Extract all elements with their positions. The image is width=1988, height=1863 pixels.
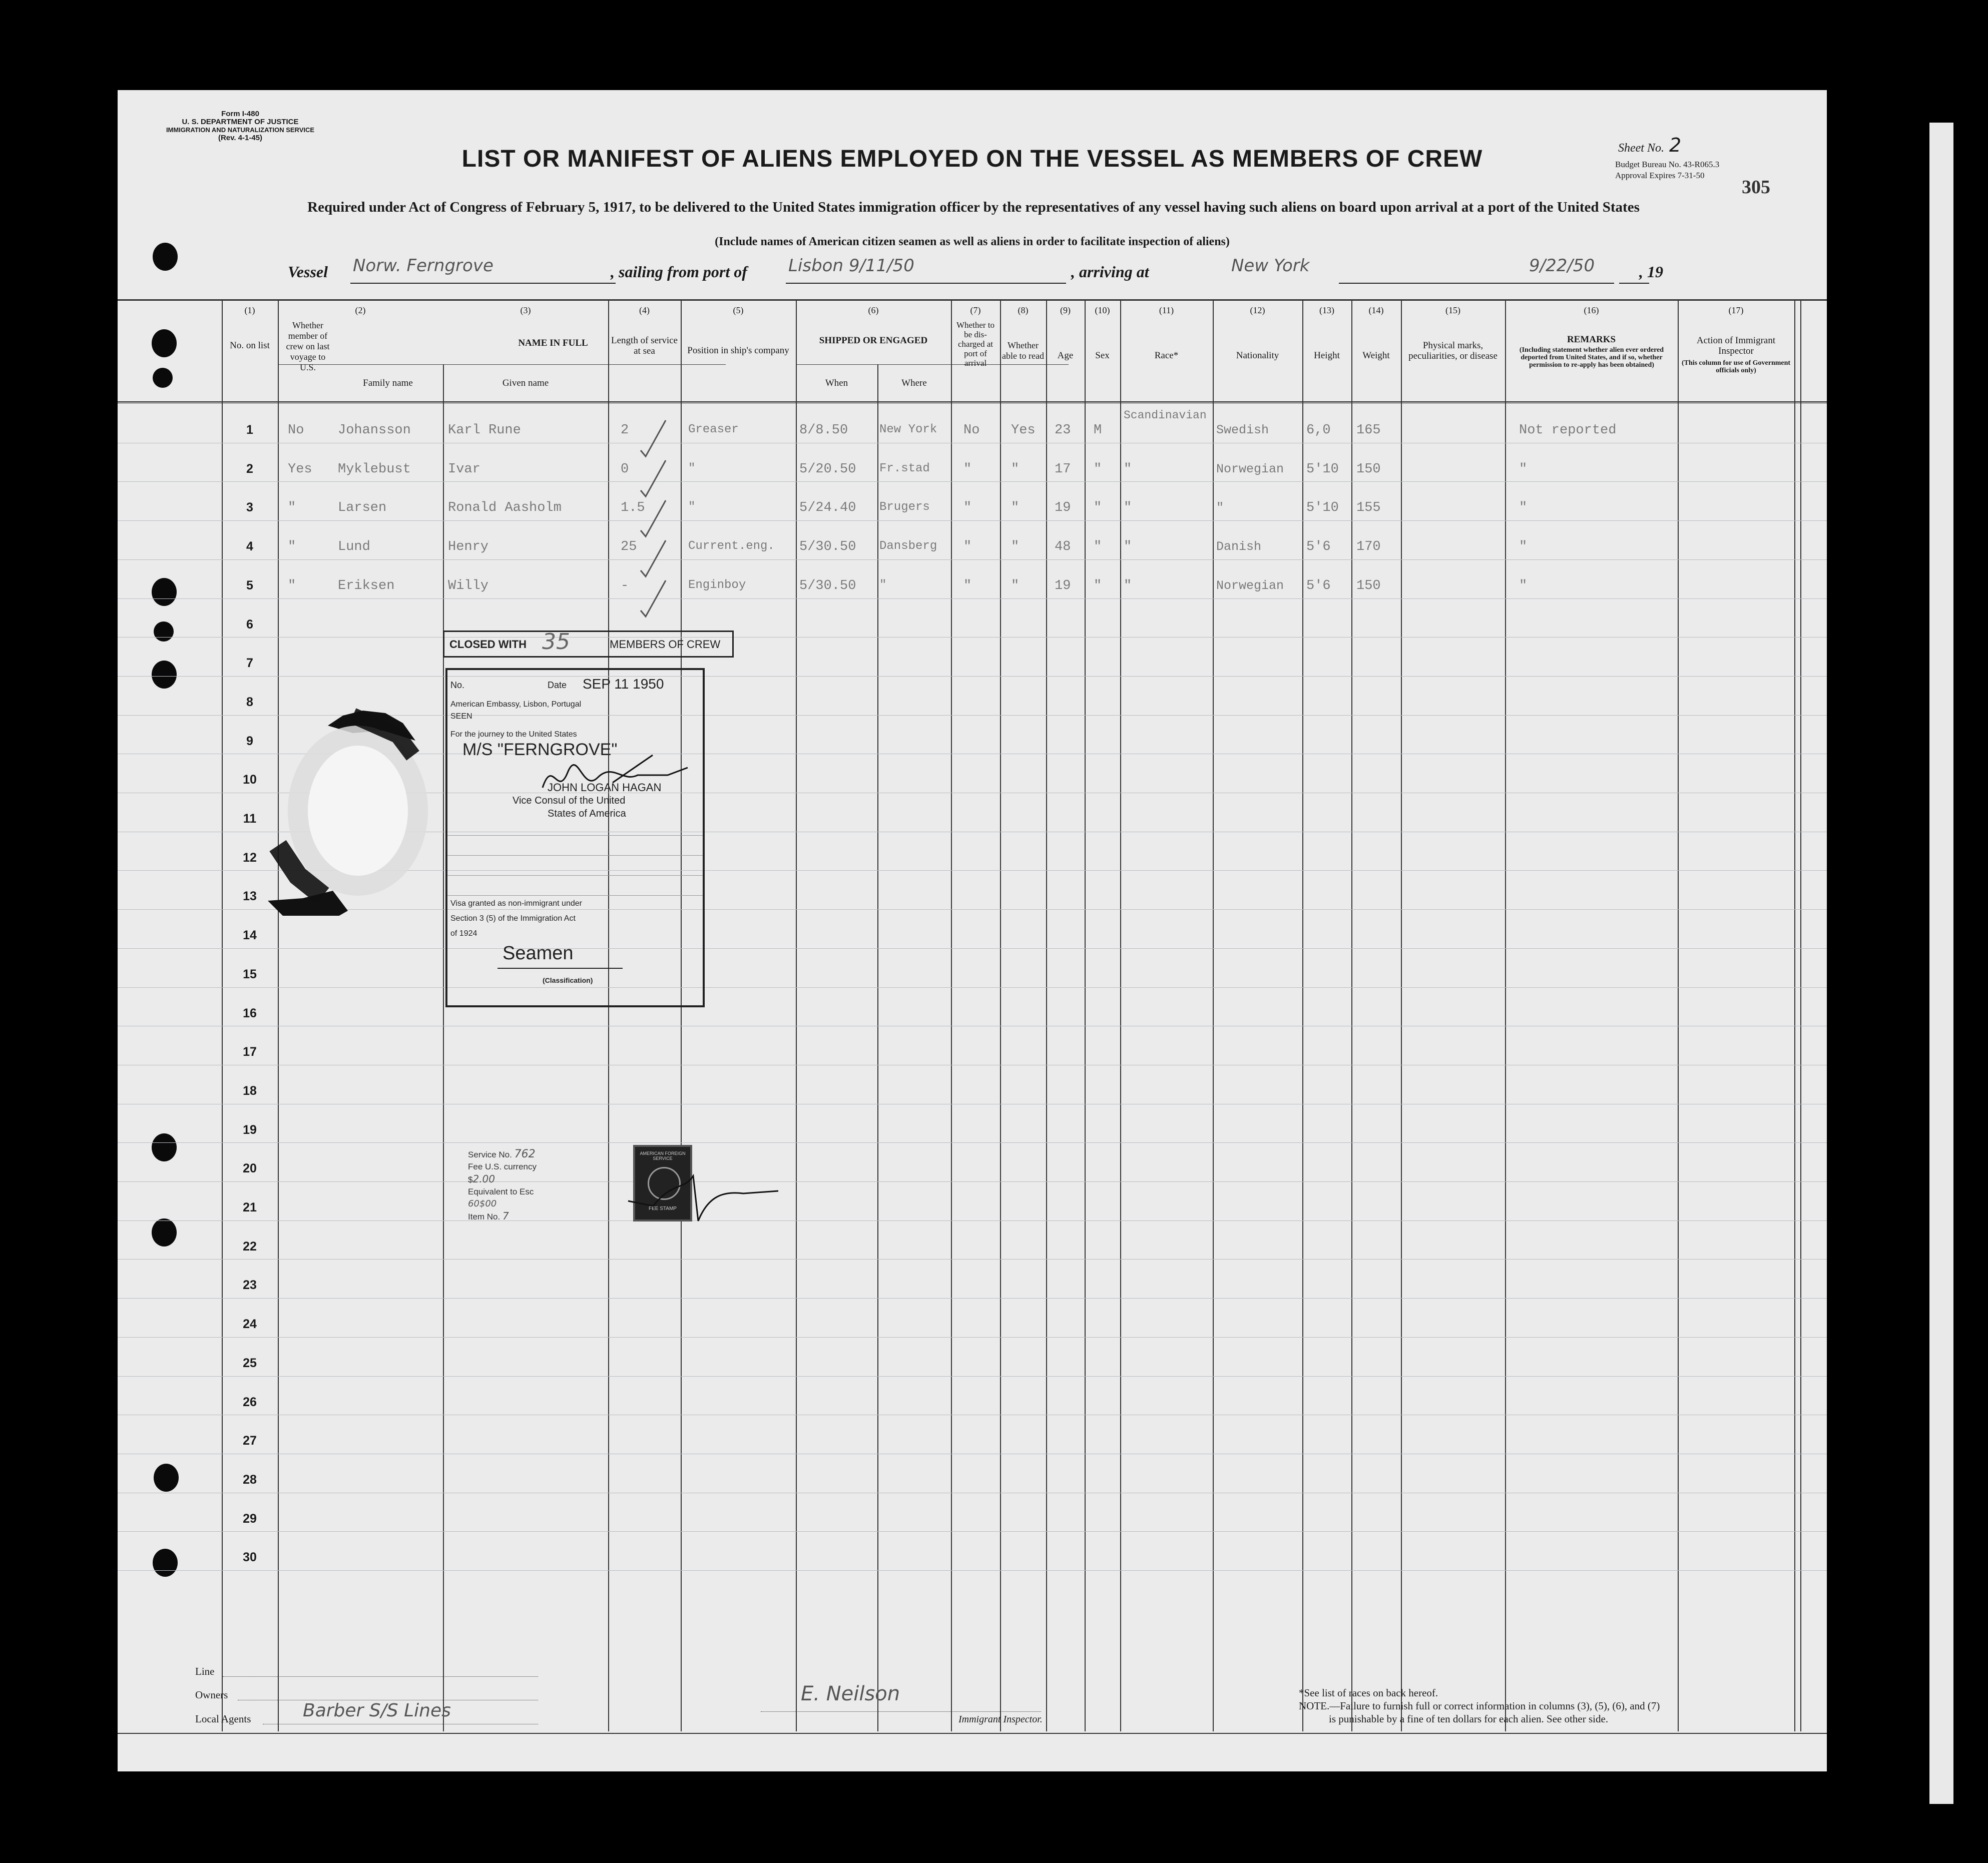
document-title: LIST OR MANIFEST OF ALIENS EMPLOYED ON THE VESSEL AS MEMBERS OF CREW	[461, 146, 1483, 172]
col11-number: (11)	[1159, 305, 1174, 315]
stamp-section-text: Section 3 (5) of the Immigration Act	[450, 914, 576, 923]
crew-when: 5/20.50	[799, 461, 856, 477]
row-number: 5	[246, 578, 253, 592]
crew-family: Myklebust	[338, 461, 411, 477]
col13-number: (13)	[1319, 305, 1334, 315]
crew-nationality: Swedish	[1216, 423, 1269, 437]
stamp-consul-name: JOHN LOGAN HAGAN	[548, 781, 662, 794]
sheet-value: 2	[1669, 134, 1682, 156]
crew-height: 5'10	[1306, 500, 1339, 516]
crew-nationality: Danish	[1216, 539, 1262, 554]
crew-race: "	[1124, 578, 1132, 593]
crew-service: 1.5	[621, 500, 645, 516]
adjacent-page-strip	[1929, 123, 1953, 1804]
item-row: Item No. 7	[468, 1210, 509, 1222]
col12-header: Nationality	[1236, 350, 1279, 361]
crew-service: -	[621, 578, 629, 593]
crew-service: 2	[621, 423, 629, 438]
crew-discharged: "	[963, 539, 972, 555]
crew-service: 25	[621, 539, 637, 555]
col17-subheader: (This column for use of Government officials only)	[1681, 359, 1791, 374]
revenue-stamp-title: AMERICAN FOREIGN SERVICE	[640, 1151, 686, 1161]
row-number: 20	[243, 1161, 257, 1176]
row-rule	[118, 1376, 1827, 1377]
form-identification	[165, 110, 315, 142]
col7-number: (7)	[970, 305, 981, 315]
stamp-no-label: No.	[450, 680, 465, 690]
col14-header: Weight	[1362, 350, 1390, 361]
crew-weight: 150	[1356, 461, 1381, 477]
consular-visa-stamp	[445, 668, 705, 1007]
crew-family: Eriksen	[338, 578, 395, 593]
crew-where: Fr.stad	[879, 461, 930, 475]
members-of-crew-label: MEMBERS OF CREW	[610, 638, 721, 651]
row-number: 19	[243, 1122, 257, 1137]
col5-number: (5)	[733, 305, 744, 315]
stamp-vessel-name: M/S "FERNGROVE"	[462, 740, 618, 759]
crew-when: 8/8.50	[799, 423, 848, 438]
row-rule	[118, 1220, 1827, 1221]
crew-remarks: "	[1519, 500, 1528, 516]
col16-number: (16)	[1584, 305, 1599, 315]
col7-header: Whether to be dis-charged at port of arrival	[956, 320, 995, 368]
col3-family-header: Family name	[363, 378, 413, 388]
crew-discharged: No	[963, 423, 980, 438]
col6-where-header: Where	[901, 378, 927, 388]
vessel-name: Norw. Ferngrove	[353, 256, 493, 276]
crew-weight: 170	[1356, 539, 1381, 555]
row-number: 28	[243, 1472, 257, 1487]
stamp-date-label: Date	[548, 680, 567, 690]
crew-given: Willy	[448, 578, 489, 593]
crew-family: Larsen	[338, 500, 387, 516]
col17-number: (17)	[1728, 305, 1744, 315]
punch-hole	[152, 329, 177, 357]
sailing-port: Lisbon 9/11/50	[788, 256, 914, 276]
crew-remarks: Not reported	[1519, 423, 1617, 438]
col8-number: (8)	[1018, 305, 1029, 315]
col16-header: REMARKS	[1567, 334, 1616, 345]
row-number: 18	[243, 1083, 257, 1098]
crew-given: Henry	[448, 539, 489, 555]
crew-race: Scandinavian	[1124, 409, 1207, 422]
crew-discharged: "	[963, 500, 972, 516]
crew-where: Brugers	[879, 500, 930, 514]
crew-discharged: "	[963, 578, 972, 593]
equivalent-row: Equivalent to Esc 60$00	[468, 1187, 534, 1209]
row-number: 4	[246, 539, 253, 554]
crew-given: Ronald Aasholm	[448, 500, 562, 516]
checkmarks	[631, 415, 691, 626]
row-number: 10	[243, 773, 257, 787]
row-number: 1	[246, 423, 253, 437]
fee-row: Fee U.S. currency $2.00	[468, 1162, 537, 1185]
form-revision: (Rev. 4-1-45)	[218, 134, 263, 142]
row-number: 25	[243, 1356, 257, 1370]
col4-header: Length of service at sea	[611, 335, 678, 356]
crew-height: 5'6	[1306, 578, 1331, 593]
crew-age: 17	[1055, 461, 1071, 477]
inspector-label: Immigrant Inspector.	[958, 1714, 1043, 1725]
row-number: 3	[246, 500, 253, 515]
vessel-label: Vessel	[288, 263, 328, 281]
col1-header: No. on list	[230, 340, 270, 351]
col15-header: Physical marks, peculiarities, or disease	[1408, 340, 1498, 361]
races-note: *See list of races on back hereof.	[1299, 1687, 1438, 1699]
row-number: 16	[243, 1006, 257, 1020]
col16-subheader: (Including statement whether alien ever ordered deported from United States, and if so, whether permission to re-apply has been obtained)	[1519, 346, 1664, 369]
row-rule	[118, 1181, 1827, 1182]
penalty-note-cont: is punishable by a fine of ten dollars for each alien. See other side.	[1329, 1713, 1609, 1725]
crew-discharged: "	[963, 461, 972, 477]
include-note: (Include names of American citizen seamen as well as aliens in order to facilitate inspection of aliens)	[715, 235, 1230, 248]
crew-weight: 165	[1356, 423, 1381, 438]
row-number: 11	[243, 812, 257, 826]
consul-signature-icon	[538, 753, 698, 798]
crew-nationality: "	[1216, 500, 1224, 515]
row-rule	[118, 987, 1827, 988]
col10-number: (10)	[1095, 305, 1110, 315]
footer-line-label: Line	[195, 1665, 215, 1677]
col4-number: (4)	[639, 305, 650, 315]
row-rule	[118, 676, 1827, 677]
crew-read: Yes	[1011, 423, 1036, 438]
crew-age: 23	[1055, 423, 1071, 438]
col17-header: Action of Immigrant Inspector	[1696, 335, 1776, 356]
punch-hole	[152, 661, 177, 689]
row-rule	[118, 1570, 1827, 1571]
crew-remarks: "	[1519, 578, 1528, 593]
row-number: 30	[243, 1550, 257, 1565]
crew-remarks: "	[1519, 539, 1528, 555]
col6-header: SHIPPED OR ENGAGED	[819, 335, 928, 346]
row-number: 9	[246, 734, 253, 748]
crew-service: 0	[621, 461, 629, 477]
row-rule	[118, 559, 1827, 560]
punch-hole	[152, 1218, 177, 1247]
punch-hole	[152, 1133, 177, 1161]
crew-where: Dansberg	[879, 539, 937, 553]
crew-family: Lund	[338, 539, 370, 555]
crew-race: "	[1124, 461, 1132, 477]
col8-header: Whether able to read	[1002, 340, 1044, 361]
stamped-number: 305	[1742, 177, 1770, 198]
stamp-embassy: American Embassy, Lisbon, Portugal	[450, 700, 582, 709]
year-label: , 19	[1639, 263, 1663, 281]
row-rule	[118, 520, 1827, 521]
closed-with-stamp	[443, 631, 734, 658]
department-name: U. S. DEPARTMENT OF JUSTICE	[182, 118, 299, 126]
crew-position: Enginboy	[688, 578, 746, 592]
crew-given: Karl Rune	[448, 423, 521, 438]
stamp-seen: SEEN	[450, 712, 472, 721]
crew-read: "	[1011, 539, 1020, 555]
crew-position: Greaser	[688, 423, 739, 436]
arriving-label: , arriving at	[1071, 263, 1149, 281]
row-number: 15	[243, 967, 257, 981]
penalty-note: NOTE.—Failure to furnish full or correct information in columns (3), (5), (6), and (7)	[1299, 1700, 1660, 1712]
footer-agents-label: Local Agents	[195, 1713, 251, 1725]
row-rule	[118, 1531, 1827, 1532]
row-number: 8	[246, 695, 253, 709]
row-number: 21	[243, 1200, 257, 1214]
crew-height: 5'6	[1306, 539, 1331, 555]
col3-given-header: Given name	[502, 378, 549, 388]
manifest-sheet	[118, 90, 1827, 1771]
punch-hole	[154, 1464, 179, 1492]
col13-header: Height	[1314, 350, 1340, 361]
crew-when: 5/30.50	[799, 539, 856, 555]
stamp-date: SEP 11 1950	[583, 676, 664, 692]
crew-height: 5'10	[1306, 461, 1339, 477]
row-number: 26	[243, 1395, 257, 1409]
crew-read: "	[1011, 500, 1020, 516]
row-rule	[118, 948, 1827, 949]
punch-hole	[152, 578, 177, 606]
crew-last-voyage: "	[288, 539, 296, 555]
row-number: 29	[243, 1511, 257, 1526]
col11-header: Race*	[1154, 350, 1179, 361]
crew-where: New York	[879, 423, 937, 436]
row-rule	[118, 1337, 1827, 1338]
row-number: 2	[246, 461, 253, 476]
crew-family: Johansson	[338, 423, 411, 438]
row-number: 6	[246, 617, 253, 632]
arrival-date: 9/22/50	[1529, 256, 1595, 276]
stamp-visa-text: Visa granted as non-immigrant under	[450, 899, 582, 908]
crew-age: 19	[1055, 500, 1071, 516]
stamp-consul-country: States of America	[548, 808, 626, 819]
punch-hole	[154, 622, 174, 642]
fee-cancel-signature-icon	[623, 1161, 788, 1226]
col2-header: Whether member of crew on last voyage to U.S.	[286, 320, 330, 372]
form-number: Form I-480	[221, 110, 259, 118]
crew-age: 19	[1055, 578, 1071, 593]
stamp-classification: Seamen	[503, 943, 574, 964]
col14-number: (14)	[1368, 305, 1384, 315]
row-rule	[118, 1259, 1827, 1260]
crew-last-voyage: No	[288, 423, 304, 438]
sailing-label: , sailing from port of	[611, 263, 747, 281]
col5-header: Position in ship's company	[687, 345, 789, 356]
service-number-row: Service No. 762	[468, 1148, 536, 1160]
crew-count: 35	[542, 629, 570, 655]
vessel-line	[288, 256, 1789, 281]
crew-position: Current.eng.	[688, 539, 775, 553]
row-rule	[118, 637, 1827, 638]
row-rule	[118, 481, 1827, 482]
crew-sex: M	[1094, 423, 1102, 438]
row-number: 13	[243, 889, 257, 904]
crew-weight: 150	[1356, 578, 1381, 593]
sheet-label: Sheet No.	[1618, 142, 1664, 155]
col12-number: (12)	[1250, 305, 1265, 315]
revenue-stamp-sub: FEE STAMP	[649, 1206, 677, 1211]
crew-last-voyage: "	[288, 500, 296, 516]
col3-header: NAME IN FULL	[518, 338, 588, 348]
stamp-act-year: of 1924	[450, 929, 477, 938]
crew-height: 6,0	[1306, 423, 1331, 438]
stamp-consul-title: Vice Consul of the United	[513, 795, 626, 806]
col9-number: (9)	[1060, 305, 1071, 315]
crew-position: "	[688, 461, 696, 475]
row-rule	[118, 598, 1827, 599]
row-number: 24	[243, 1317, 257, 1332]
approval-expiry: Approval Expires 7-31-50	[1615, 171, 1705, 180]
col3-number: (3)	[520, 305, 531, 315]
crew-position: "	[688, 500, 696, 514]
col6-number: (6)	[868, 305, 879, 315]
stamp-journey: For the journey to the United States	[450, 730, 577, 739]
col1-number: (1)	[244, 305, 255, 315]
crew-race: "	[1124, 500, 1132, 516]
crew-sex: "	[1094, 461, 1102, 477]
row-number: 22	[243, 1239, 257, 1254]
row-number: 27	[243, 1434, 257, 1448]
closed-with-label: CLOSED WITH	[449, 638, 527, 651]
crew-when: 5/24.40	[799, 500, 856, 516]
requirement-text: Required under Act of Congress of February 5, 1917, to be delivered to the United States immigration officer by the representatives of any vessel having such aliens on board upon arrival at a port of the United States	[307, 199, 1640, 215]
crew-nationality: Norwegian	[1216, 461, 1284, 476]
local-agents-value: Barber S/S Lines	[303, 1700, 451, 1721]
crew-nationality: Norwegian	[1216, 578, 1284, 593]
row-number: 7	[246, 656, 253, 671]
row-number: 12	[243, 850, 257, 865]
crew-last-voyage: Yes	[288, 461, 312, 477]
punch-hole	[153, 368, 173, 388]
crew-sex: "	[1094, 578, 1102, 593]
stamp-classification-label: (Classification)	[543, 976, 593, 984]
inspector-signature: E. Neilson	[801, 1682, 900, 1705]
row-number: 14	[243, 928, 257, 943]
crew-age: 48	[1055, 539, 1071, 555]
crew-sex: "	[1094, 539, 1102, 555]
col2-number: (2)	[355, 305, 366, 315]
crew-read: "	[1011, 578, 1020, 593]
fee-block	[468, 1148, 563, 1223]
crew-sex: "	[1094, 500, 1102, 516]
row-number: 17	[243, 1045, 257, 1059]
crew-race: "	[1124, 539, 1132, 555]
col9-header: Age	[1057, 350, 1074, 361]
col6-when-header: When	[825, 378, 848, 388]
service-name: IMMIGRATION AND NATURALIZATION SERVICE	[166, 126, 315, 134]
col10-header: Sex	[1095, 350, 1110, 361]
budget-bureau-number: Budget Bureau No. 43-R065.3	[1615, 160, 1720, 169]
punch-hole	[153, 1549, 178, 1577]
crew-given: Ivar	[448, 461, 480, 477]
crew-last-voyage: "	[288, 578, 296, 593]
crew-weight: 155	[1356, 500, 1381, 516]
crew-remarks: "	[1519, 461, 1528, 477]
crew-where: "	[879, 578, 887, 592]
crew-when: 5/30.50	[799, 578, 856, 593]
row-rule	[118, 1142, 1827, 1143]
footer-owners-label: Owners	[195, 1689, 228, 1701]
row-number: 23	[243, 1278, 257, 1293]
consular-seal-icon	[263, 696, 473, 916]
arriving-port: New York	[1231, 256, 1310, 276]
crew-read: "	[1011, 461, 1020, 477]
col15-number: (15)	[1445, 305, 1460, 315]
row-rule	[118, 1298, 1827, 1299]
